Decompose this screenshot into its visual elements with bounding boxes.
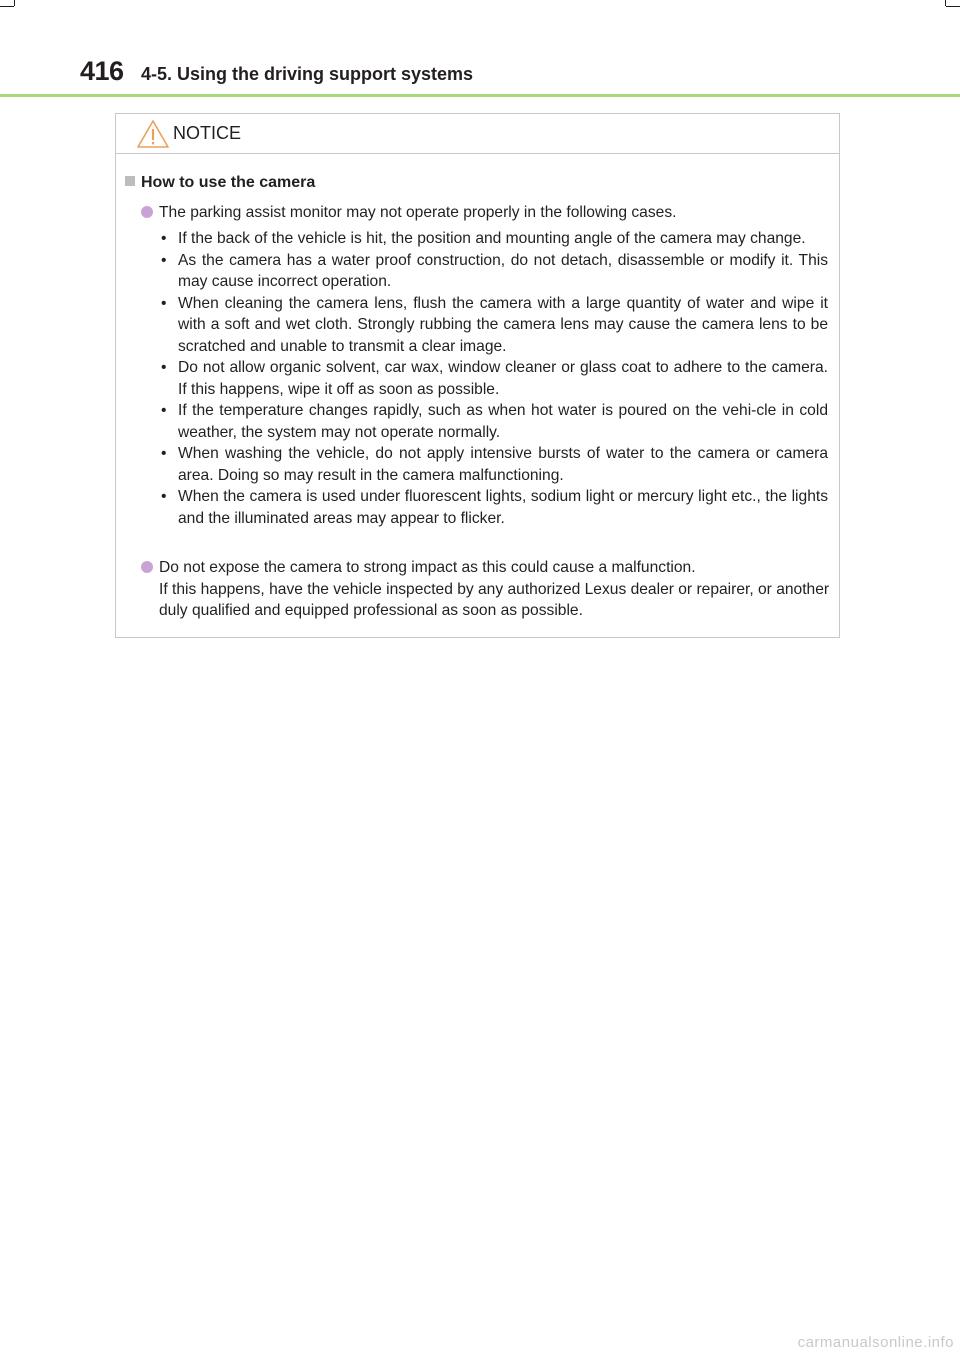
- page-header: [0, 0, 960, 100]
- impact-line-1: Do not expose the camera to strong impact as this could cause a malfunction.: [159, 559, 696, 576]
- page-number: 416: [80, 56, 124, 86]
- notice-box: [115, 113, 840, 638]
- subheading: [125, 174, 315, 192]
- circle-bullet-icon: [141, 561, 153, 573]
- notice-header: [116, 114, 839, 154]
- warning-icon: [136, 118, 170, 150]
- square-bullet-icon: [125, 176, 135, 186]
- header-rule: [0, 94, 960, 97]
- circle-bullet-icon: [141, 206, 153, 218]
- list-item: • When cleaning the camera lens, flush the camera with a large quantity of water and wipe it with a soft and wet cloth. Strongly rubbing the camera lens may cause the camera lens to be scratched and unable to transmit a clear image.: [161, 294, 828, 355]
- footer-watermark: carmanualsonline.info: [797, 1334, 954, 1351]
- impact-paragraph: [141, 557, 831, 622]
- caution-list: [161, 228, 828, 529]
- list-item: • When the camera is used under fluorescent lights, sodium light or mercury light etc., the lights and the illuminated areas may appear to flicker.: [161, 488, 828, 527]
- list-item: • If the back of the vehicle is hit, the position and mounting angle of the camera may change.: [161, 230, 806, 247]
- list-item: • Do not allow organic solvent, car wax, window cleaner or glass coat to adhere to the camera. If this happens, wipe it off as soon as possible.: [161, 359, 828, 398]
- intro-paragraph: [141, 202, 831, 224]
- intro-text: The parking assist monitor may not operate properly in the following cases.: [159, 204, 677, 221]
- list-item: • When washing the vehicle, do not apply intensive bursts of water to the camera or camera area. Doing so may result in the camera malfunctioning.: [161, 445, 828, 484]
- subheading-text: How to use the camera: [141, 174, 316, 191]
- section-title: 4-5. Using the driving support systems: [141, 64, 474, 84]
- notice-title: NOTICE: [173, 123, 242, 143]
- impact-line-2: If this happens, have the vehicle inspected by any authorized Lexus dealer or repairer, or another duly qualified and equipped professional as soon as possible.: [159, 580, 830, 619]
- list-item: • If the temperature changes rapidly, such as when hot water is poured on the vehi-cle in cold weather, the system may not operate normally.: [161, 402, 828, 441]
- list-item: • As the camera has a water proof construction, do not detach, disassemble or modify it. This may cause incorrect operation.: [161, 251, 828, 290]
